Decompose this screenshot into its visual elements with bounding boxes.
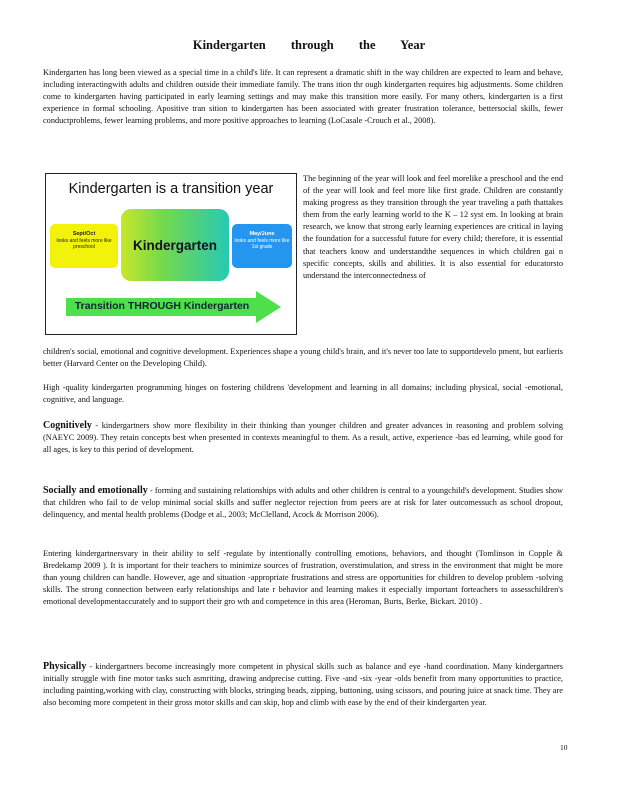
- intro-paragraph: Kindergarten has long been viewed as a special time in a child's life. It can represent a dramatic shift in the way children are expected to learn and behave, including interactingwith adults and children outside their immediate family. The trans ition thr ough kindergarten requires big adjustments. Some children come to kindergarten having participated in early learning settings and may make this transition more easily. For many others, kindergarten is a first experience in formal schooling. Apositive tran sition to kindergarten has been associated with greater frustration tolerance, bettersocial skills, fewer conductproblems, fewer learning problems, and more positive approaches to learning (LoCasale -Crouch et al., 2008).: [43, 68, 563, 126]
- physical-paragraph: [43, 661, 563, 709]
- beginning-paragraph: The beginning of the year will look and feel morelike a preschool and the end of the year will look and feel more like first grade. Children are constantly making progress as they transition through the year traveling a path thattakes them from the early learning world to the K – 12 syst em. In looking at brain research, we know that strong early learning experiences are critical in laying the foundation for a successful future for every child; therefore, it is essential that teachers know and understandthe sequences in which children gai n specific concepts, skills and abilities. It is also essential for educatorsto understand the interconnectedness of: [303, 174, 563, 280]
- physical-text: - kindergartners become increasingly more competent in physical skills such as balance and eye -hand coordination. Many kindergartners initially struggle with fine motor tasks such asmriting, drawing andprecise cutting. Five -and -six -year -olds benefit from many opportunities to practice, including painting,working with clay, constructing with blocks, stringing beads, zipping, buttoning, using scissors, and pouring juice at snack time. They are also becoming more competent in their gross motor skills and can skip, hop and climb with ease by the end of their kindergarten year.: [43, 662, 563, 708]
- transition-figure: [45, 173, 297, 335]
- high-quality-paragraph: High -quality kindergarten programming hinges on fostering childrens 'development and learning in all domains; including physical, social -emotional, cognitive, and language.: [43, 383, 563, 405]
- cognitively-text: - kindergartners show more flexibility in their thinking than younger children and greater advances in reasoning and problem solving (NAEYC 2009). They retain concepts best when presented in contexts meaningful to them. As a result, active, experience -bas ed learning, while good for all ages, is key to this period of development.: [43, 421, 563, 455]
- social-paragraph: [43, 485, 563, 521]
- figure-left-heading: Sept/Oct: [72, 231, 96, 237]
- cognitively-paragraph: [43, 420, 563, 456]
- figure-left-text: looks and feels more like preschool: [56, 237, 112, 250]
- beginning-paragraph-continued: children's social, emotional and cognitive development. Experiences shape a young child's brain, and it's never too late to supportdevelo pment, but earlieris better (Harvard Center on the Developing Child).: [43, 347, 563, 369]
- cognitively-heading: Cognitively: [43, 420, 92, 431]
- figure-right-heading: May/June: [249, 231, 275, 237]
- figure-arrow-label: Transition THROUGH Kindergarten: [74, 300, 250, 312]
- entering-paragraph: Entering kindergartnersvary in their ability to self -regulate by intentionally controlling emotions, behaviors, and thought (Tomlinson in Copple & Bredekamp 2009 ). It is important for their teachers to minimize sources of frustration, overstimulation, and stress in the environment that might be more than young children can handle. However, age and situation -appropriate frustrations and stress are opportunities for children to develop problem -solving skills. The strong connection between early relationships and late r behavior and learning makes it especially important forteachers to assesschildren's emotional developmentaccurately and to support their gro wth and competence in this area (Heroman, Burts, Berke, Bickart. 2010) .: [43, 549, 563, 607]
- figure-right-text: looks and feels more like 1st grade: [234, 237, 290, 250]
- social-heading: Socially and emotionally: [43, 485, 148, 496]
- page-title: Kindergarten through the Year: [192, 38, 426, 52]
- figure-title: Kindergarten is a transition year: [68, 181, 274, 197]
- social-text: - forming and sustaining relationships with adults and other children is central to a youngchild's development. Studies show that children who fail to de velop minimal social skills and suffer neglector rejection from peers are at risk for later outcomessuch as school dropout, delinquency, and mental health problems (Dodge et al., 2003; McClelland, Acock & Morrison 2006).: [43, 486, 564, 520]
- figure-may-june-box: [232, 224, 292, 268]
- figure-sept-oct-box: [50, 224, 118, 268]
- physical-heading: Physically: [43, 661, 87, 672]
- figure-center-box: Kindergarten: [121, 209, 229, 281]
- page-number: 10: [560, 743, 568, 752]
